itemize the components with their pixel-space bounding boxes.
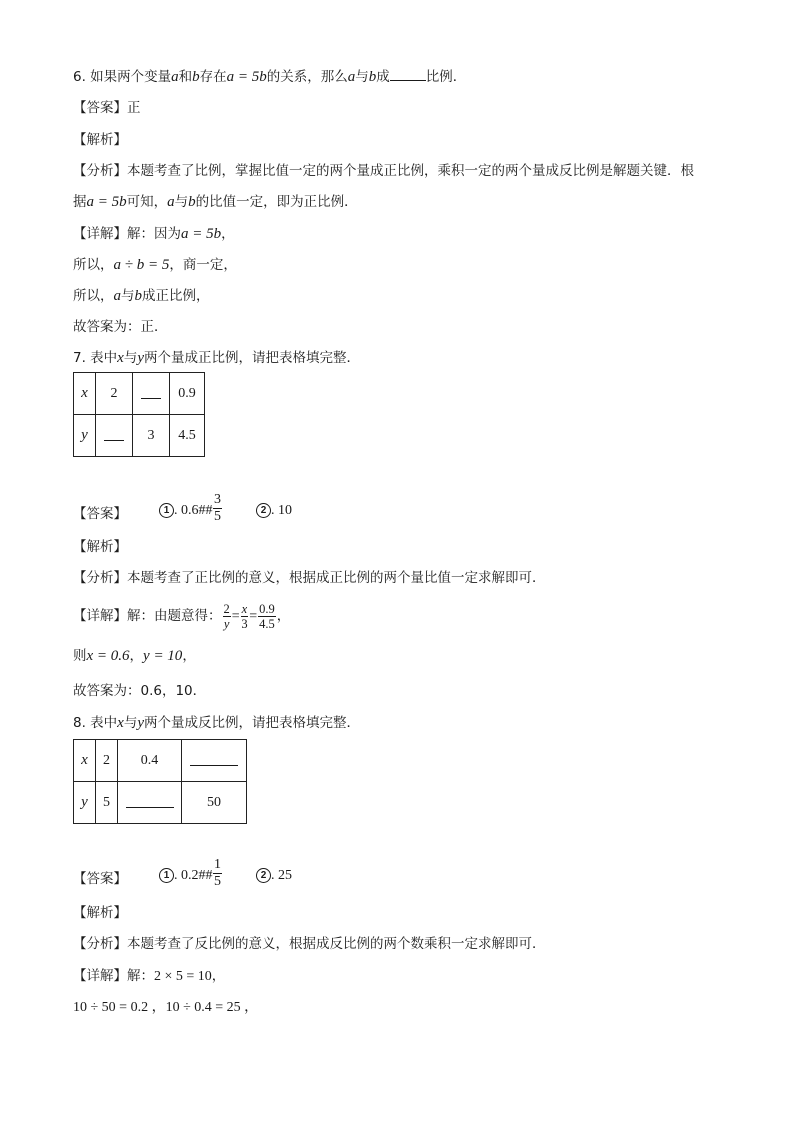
q6-fenxi-line2: 据a = 5b可知，a与b的比值一定，即为正比例． xyxy=(73,194,358,210)
q6-detail-line1: 【详解】解：因为a = 5b， xyxy=(73,226,235,242)
q6-detail-line2: 所以，a ÷ b = 5，商一定， xyxy=(73,257,237,273)
q7-table xyxy=(73,372,205,457)
q7-frac-x-over-3: $\frac{x}{3}$ xyxy=(241,601,248,631)
q8-question: 8. 表中x与y两个量成反比例，请把表格填完整． xyxy=(73,715,361,731)
q7-fenxi: 【分析】本题考查了正比例的意义，根据成正比例的两个量比值一定求解即可． xyxy=(73,570,546,586)
q8-answer-label: 【答案】 xyxy=(73,871,127,887)
q7-answer-label: 【答案】 xyxy=(73,506,127,522)
q7-answer-2: . 10 xyxy=(271,503,292,518)
q8-cell-y1: 5 xyxy=(96,782,118,824)
q7-cell-y3: 4.5 xyxy=(170,415,205,457)
q6-question: 6. 如果两个变量a和b存在a = 5b的关系，那么a与b成 比例． xyxy=(73,66,466,87)
q7-cell-y2: 3 xyxy=(133,415,170,457)
q7-answer-1-fraction: $\frac{3}{5}$ xyxy=(214,492,221,524)
q6-conclusion: 故答案为：正． xyxy=(73,319,168,335)
q8-answer-2: . 25 xyxy=(271,868,292,883)
q8-answer-row xyxy=(73,857,373,897)
q7-analysis-label: 【解析】 xyxy=(73,539,127,555)
q7-cell-x-label: x xyxy=(74,373,96,415)
q6-blank xyxy=(390,66,426,81)
q8-calc-line: 10 ÷ 50 = 0.2 ，10 ÷ 0.4 = 25 ， xyxy=(73,1000,259,1015)
q8-cell-y2-blank xyxy=(118,782,182,824)
q7-question: 7. 表中x与y两个量成正比例，请把表格填完整． xyxy=(73,350,361,366)
q8-table xyxy=(73,739,247,824)
q8-circle-1: 1 xyxy=(159,868,174,883)
q7-answer-row xyxy=(73,492,373,532)
q7-cell-y-label: y xyxy=(74,415,96,457)
q7-detail: 【详解】解：由题意得： $\frac{2}{y}$ = $\frac{x}{3}$ = $\frac{0.9}{4.5}$ ， xyxy=(73,601,291,631)
q7-answer-1: . 0.6## xyxy=(174,503,213,518)
q6-analysis-label: 【解析】 xyxy=(73,132,127,148)
q8-circle-2: 2 xyxy=(256,868,271,883)
q7-cell-x2-blank xyxy=(133,373,170,415)
q7-circle-1: 1 xyxy=(159,503,174,518)
q8-cell-x-label: x xyxy=(74,740,96,782)
q8-cell-x1: 2 xyxy=(96,740,118,782)
q7-frac-09-over-45: $\frac{0.9}{4.5}$ xyxy=(259,601,275,631)
q6-answer: 【答案】正 xyxy=(73,100,141,116)
q7-cell-x3: 0.9 xyxy=(170,373,205,415)
q7-circle-2: 2 xyxy=(256,503,271,518)
q7-frac-2-over-y: $\frac{2}{y}$ xyxy=(223,601,230,631)
q7-conclusion: 故答案为：0.6，10． xyxy=(73,683,207,699)
q8-cell-x3-blank xyxy=(182,740,247,782)
q8-cell-y-label: y xyxy=(74,782,96,824)
q8-answer-1-fraction: $\frac{1}{5}$ xyxy=(214,857,221,889)
q8-fenxi: 【分析】本题考查了反比例的意义，根据成反比例的两个数乘积一定求解即可． xyxy=(73,936,546,952)
q8-answer-1: . 0.2## xyxy=(174,868,213,883)
q8-analysis-label: 【解析】 xyxy=(73,905,127,921)
q7-then: 则x = 0.6，y = 10， xyxy=(73,648,196,664)
q8-cell-x2: 0.4 xyxy=(118,740,182,782)
q7-cell-x1: 2 xyxy=(96,373,133,415)
q8-cell-y3: 50 xyxy=(182,782,247,824)
q6-detail-line3: 所以，a与b成正比例， xyxy=(73,288,210,304)
q7-cell-y1-blank xyxy=(96,415,133,457)
q6-fenxi-line1: 【分析】本题考查了比例，掌握比值一定的两个量成正比例，乘积一定的两个量成反比例是解题关键．根 xyxy=(73,163,694,179)
q8-detail: 【详解】解：2 × 5 = 10， xyxy=(73,968,226,984)
